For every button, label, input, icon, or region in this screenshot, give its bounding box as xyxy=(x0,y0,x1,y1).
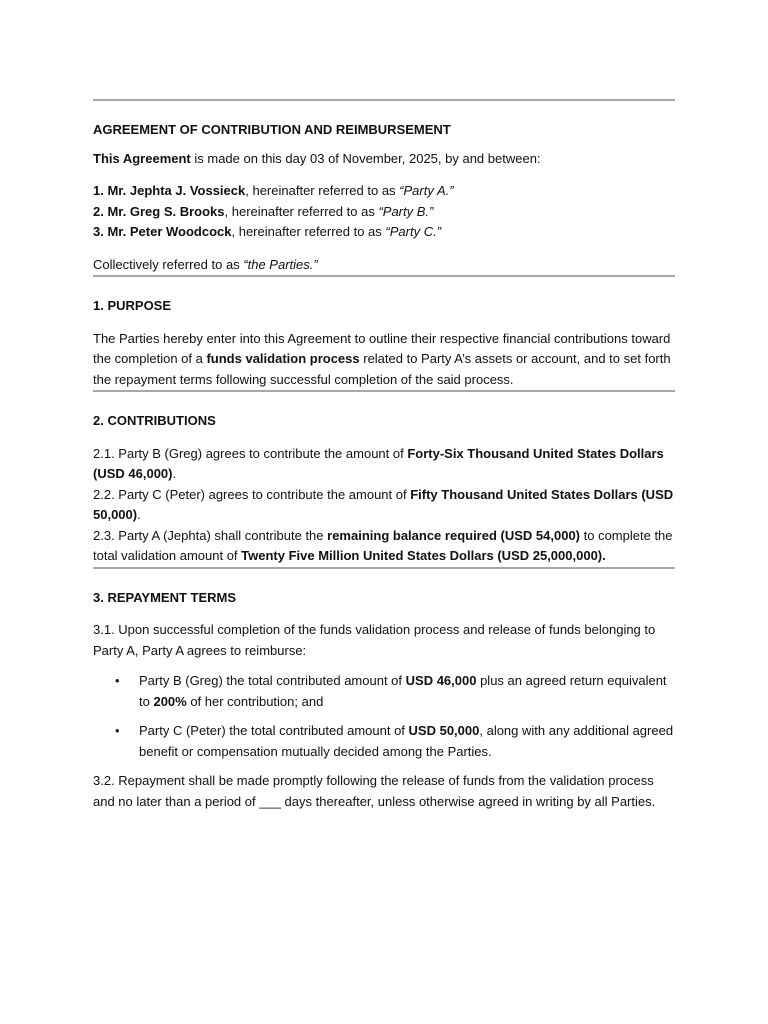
document-title: AGREEMENT OF CONTRIBUTION AND REIMBURSEMENT xyxy=(93,122,451,137)
section-heading-contributions: 2. CONTRIBUTIONS xyxy=(93,413,216,428)
party-a-line: 1. Mr. Jephta J. Vossieck, hereinafter referred to as “Party A.” xyxy=(93,183,454,198)
party-b-line: 2. Mr. Greg S. Brooks, hereinafter referred to as “Party B.” xyxy=(93,203,434,219)
contribution-2-1: 2.1. Party B (Greg) agrees to contribute the amount of Forty-Six Thousand United States Dollars (USD 46,000). xyxy=(93,445,664,481)
repayment-3-1: 3.1. Upon successful completion of the funds validation process and release of funds belonging to Party A, Party A agrees to reimburse: xyxy=(93,622,656,658)
party-c-alias: “Party C.” xyxy=(385,224,442,239)
parties-list xyxy=(93,181,675,243)
repayment-3-2: 3.2. Repayment shall be made promptly following the release of funds from the validation process and no later than a period of ___ days thereafter, unless otherwise agreed in writing by all Parties. xyxy=(93,773,656,809)
party-c-name: Mr. Peter Woodcock xyxy=(107,224,232,239)
party-b-alias: “Party B.” xyxy=(378,203,434,219)
party-a-name: Mr. Jephta J. Vossieck xyxy=(107,183,246,198)
party-a-alias: “Party A.” xyxy=(399,183,454,198)
party-b-name: Mr. Greg S. Brooks xyxy=(107,203,225,219)
bullet-icon: • xyxy=(115,723,120,738)
divider xyxy=(93,390,675,392)
intro-paragraph xyxy=(93,149,675,170)
list-item: • Party B (Greg) the total contributed amount of USD 46,000 plus an agreed return equivalent to 200% of her contribution; and xyxy=(115,673,667,709)
section-heading-repayment: 3. REPAYMENT TERMS xyxy=(93,589,237,605)
divider xyxy=(93,99,675,101)
divider xyxy=(93,275,675,277)
reimbursement-list xyxy=(93,671,675,762)
intro-bold: This Agreement xyxy=(93,150,191,166)
contribution-2-2: 2.2. Party C (Peter) agrees to contribute the amount of Fifty Thousand United States Dollars (USD 50,000). xyxy=(93,486,674,522)
section-heading-purpose: 1. PURPOSE xyxy=(93,298,172,313)
party-c-line: 3. Mr. Peter Woodcock, hereinafter referred to as “Party C.” xyxy=(93,224,442,239)
contribution-2-3: 2.3. Party A (Jephta) shall contribute the remaining balance required (USD 54,000) to complete the total validation amount of Twenty Five Million United States Dollars (USD 25,000,000). xyxy=(93,527,673,563)
purpose-paragraph: The Parties hereby enter into this Agreement to outline their respective financial contributions toward the completion of a funds validation process related to Party A’s assets or account, and to set forth the repayment terms following successful completion of the said process. xyxy=(93,330,671,387)
collective-alias: “the Parties.” xyxy=(243,256,318,272)
collective-line: Collectively referred to as “the Parties.” xyxy=(93,256,318,272)
divider xyxy=(93,567,675,569)
intro-text: is made on this day 03 of November, 2025, by and between: xyxy=(190,150,541,166)
document-body xyxy=(93,99,675,812)
list-item: • Party C (Peter) the total contributed amount of USD 50,000, along with any additional agreed benefit or compensation mutually decided among the Parties. xyxy=(115,723,674,759)
contributions-list xyxy=(93,444,675,567)
bullet-icon: • xyxy=(115,673,120,688)
